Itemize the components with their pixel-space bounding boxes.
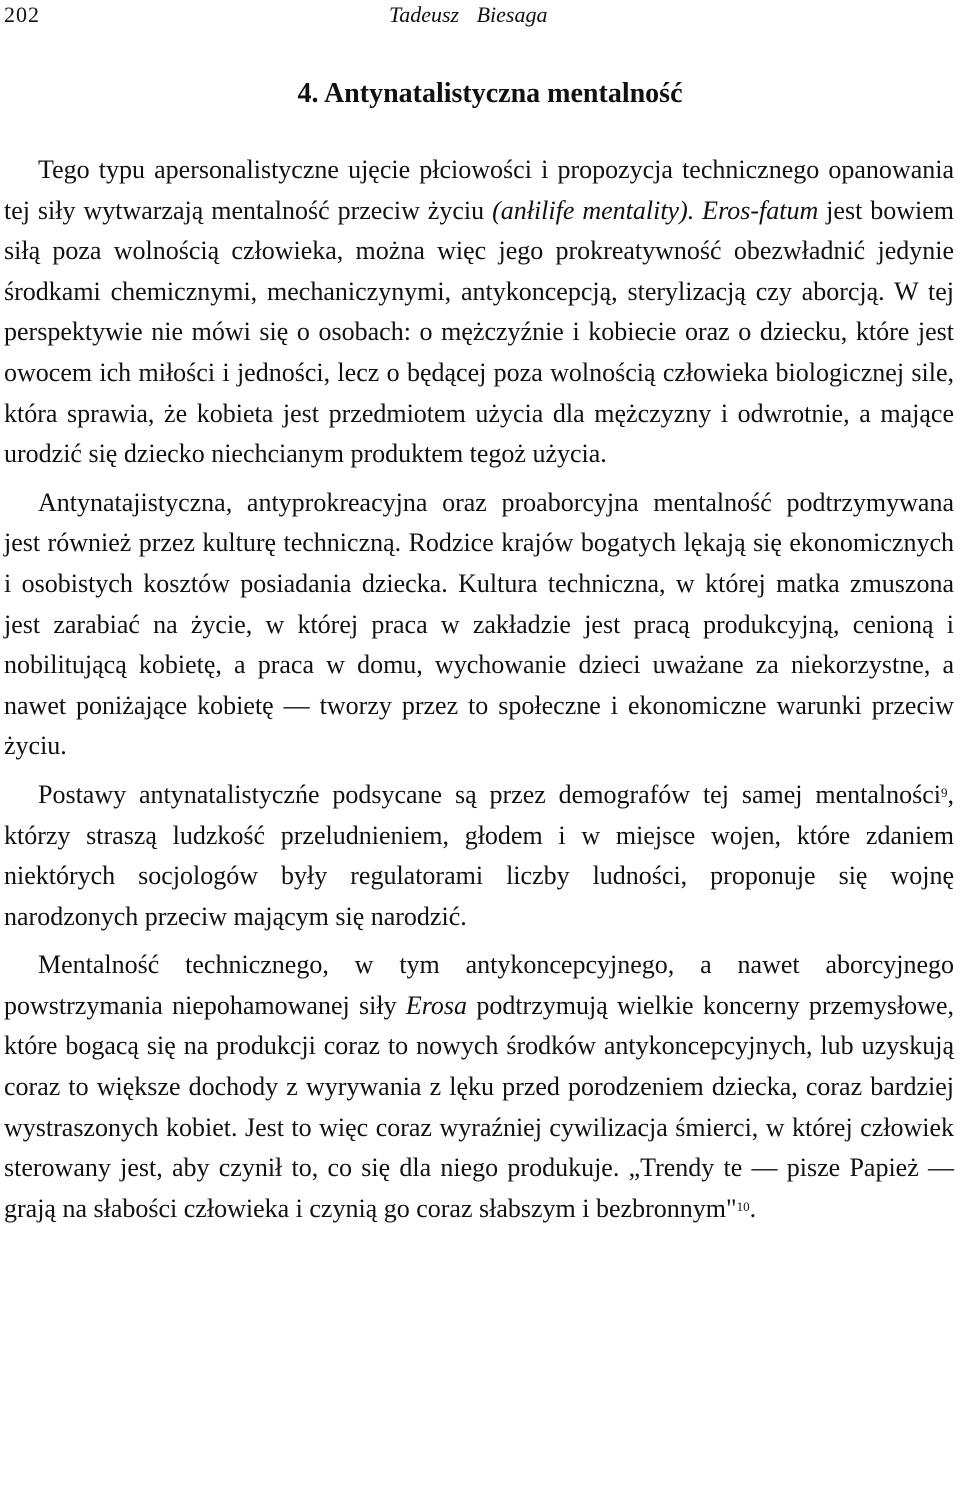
section-heading: 4. Antynatalistyczna mentalność: [297, 78, 683, 109]
paragraph-4-italic: Erosa: [405, 990, 468, 1020]
paragraph-1-text: Tego typu apersonalistyczne ujęcie płciowości i propozycja technicznego opanowania tej siły wytwarzają mentalność przeciw życiu: [4, 155, 954, 225]
footnote-ref-10[interactable]: 10: [736, 1198, 750, 1214]
paragraph-3-text: Postawy antynatalistyczńe podsycane są przez demografów tej samej mentalności: [38, 779, 941, 809]
body-text: [4, 150, 954, 1229]
running-header-author: Tadeusz Biesaga: [389, 2, 548, 27]
paragraph-3: [4, 775, 954, 937]
paragraph-1-italic: (anłilife mentality). Eros-fatum: [492, 195, 819, 225]
running-header: [4, 0, 944, 30]
paragraph-2: Antynatajistyczna, antyprokreacyjna oraz proaborcyjna mentalność podtrzymywana jest również przez kulturę techniczną. Rodzice krajów bogatych lękają się ekonomicznych i osobistych kosztów posiadania dziecka. Kultura techniczna, w której matka zmuszona jest zarabiać na życie, w której praca w zakładzie jest pracą produkcyjną, cenioną i nobilitującą kobietę, a praca w domu, wychowanie dzieci uważane za niekorzystne, a nawet poniżające kobietę — tworzy przez to społeczne i ekonomiczne warunki przeciw życiu.: [4, 487, 954, 761]
paragraph-3-text-continued: , którzy straszą ludzkość przeludnieniem, głodem i w miejsce wojen, które zdaniem niektórych socjologów były regulatorami liczby ludności, proponuje się wojnę narodzonych przeciw mającym się narodzić.: [4, 779, 954, 931]
paragraph-4-end: .: [749, 1193, 757, 1223]
paragraph-4-text-continued: podtrzymują wielkie koncerny przemysłowe, które bogacą się na produkcji coraz to nowych środków antykoncepcyjnych, lub uzyskują coraz to większe dochody z wyrywania z lęku przed porodzeniem dziecka, coraz bardziej wystraszonych kobiet. Jest to więc coraz wyraźniej cywilizacja śmierci, w której człowiek sterowany jest, aby czynił to, co się dla niego produkuje. „Trendy te — pisze Papież — grają na słabości człowieka i czynią go coraz słabszym i bezbronnym": [4, 990, 954, 1223]
paragraph-1: [4, 150, 954, 475]
footnote-ref-9[interactable]: 9: [941, 784, 948, 800]
paragraph-4-text: Mentalność technicznego, w tym antykoncepcyjnego, a nawet aborcyjnego powstrzymania niepohamowanej siły: [4, 950, 954, 1020]
paragraph-4: [4, 945, 954, 1229]
paragraph-1-text-continued: jest bowiem siłą poza wolnością człowieka, można więc jego prokreatywność obezwładnić jedynie środkami chemicznymi, mechaniczynymi, antykoncepcją, sterylizacją czy aborcją. W tej perspektywie nie mówi się o osobach: o mężczyźnie i kobiecie oraz o dziecku, które jest owocem ich miłości i jedności, lecz o będącej poza wolnością człowieka biologicznej sile, która sprawia, że kobieta jest przedmiotem użycia dla mężczyzny i odwrotnie, a mające urodzić się dziecko niechcianym produktem tegoż użycia.: [4, 195, 955, 469]
page-number: 202: [4, 2, 40, 27]
